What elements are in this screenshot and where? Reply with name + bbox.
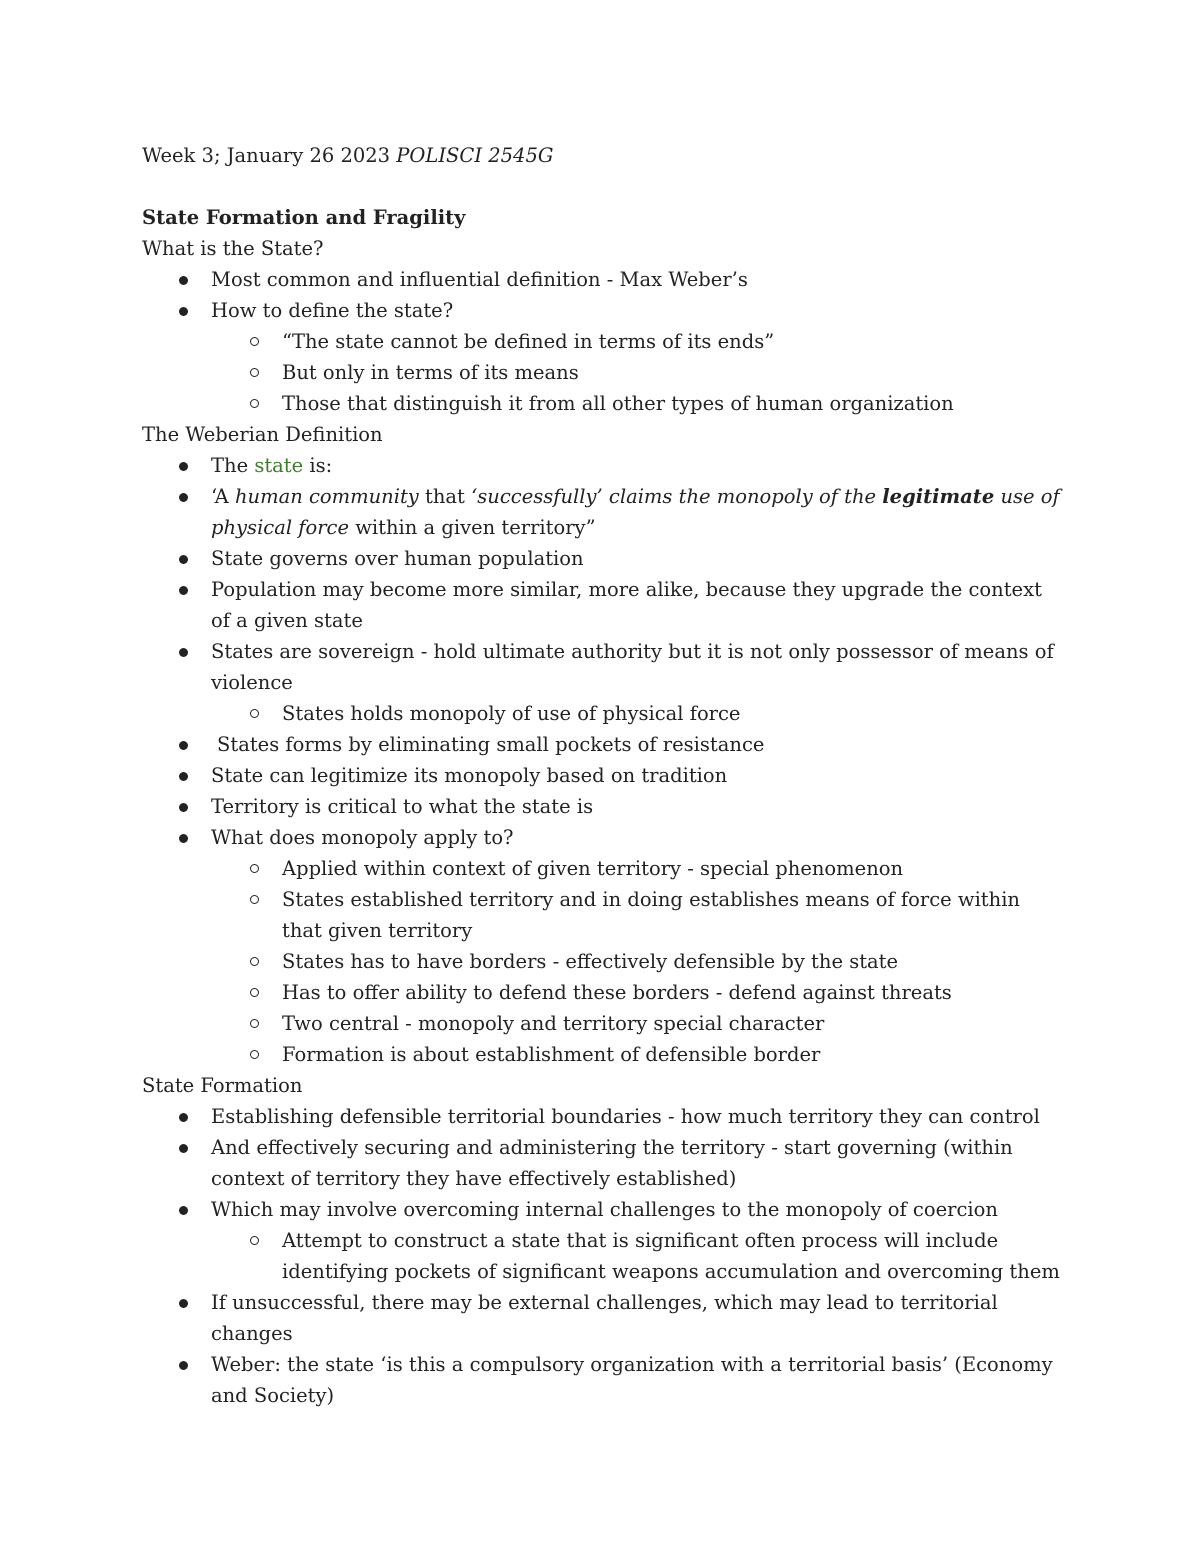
section-heading-weberian: The Weberian Definition bbox=[142, 423, 383, 446]
sub-list-item: But only in terms of its means bbox=[142, 357, 1062, 388]
sub-bullet-list bbox=[142, 853, 1062, 1070]
quote-part: that bbox=[425, 485, 465, 508]
section-heading-formation: State Formation bbox=[142, 1074, 303, 1097]
list-item-text: is: bbox=[309, 454, 333, 477]
list-item: Weber: the state ‘is this a compulsory organization with a territorial basis’ (Economy and Society) bbox=[142, 1349, 1062, 1411]
highlight-word: state bbox=[254, 454, 304, 477]
list-item-text: The bbox=[211, 454, 249, 477]
list-item bbox=[142, 295, 1062, 419]
list-item bbox=[142, 729, 1062, 760]
quote-part: ‘A bbox=[211, 485, 229, 508]
sub-list-item: States established territory and in doing establishes means of force within that given territory bbox=[142, 884, 1062, 946]
sub-list-item: Has to offer ability to defend these borders - defend against threats bbox=[142, 977, 1062, 1008]
bullet-list bbox=[142, 1101, 1062, 1411]
list-item bbox=[142, 481, 1062, 543]
list-item-text: How to define the state? bbox=[211, 299, 454, 322]
quote-italic: use of physical force bbox=[211, 485, 1060, 539]
list-item: State governs over human population bbox=[142, 543, 1062, 574]
sub-list-item: Those that distinguish it from all other types of human organization bbox=[142, 388, 1062, 419]
sub-bullet-list bbox=[142, 698, 1062, 729]
list-item-text: States forms by eliminating small pockets of resistance bbox=[217, 733, 765, 756]
list-item: Establishing defensible territorial boundaries - how much territory they can control bbox=[142, 1101, 1062, 1132]
sub-list-item: Formation is about establishment of defensible border bbox=[142, 1039, 1062, 1070]
sub-list-item: Attempt to construct a state that is significant often process will include identifying pockets of significant weapons accumulation and overcoming them bbox=[142, 1225, 1062, 1287]
sub-bullet-list bbox=[142, 326, 1062, 419]
list-item: Population may become more similar, more alike, because they upgrade the context of a given state bbox=[142, 574, 1062, 636]
quote-italic: ‘successfully’ claims the monopoly of the bbox=[471, 485, 877, 508]
document-page bbox=[142, 140, 1062, 1411]
sub-list-item: Applied within context of given territory - special phenomenon bbox=[142, 853, 1062, 884]
quote-bold-italic: legitimate bbox=[882, 485, 995, 508]
document-title: State Formation and Fragility bbox=[142, 206, 466, 229]
sub-list-item: States holds monopoly of use of physical force bbox=[142, 698, 1062, 729]
list-item: Most common and influential definition - Max Weber’s bbox=[142, 264, 1062, 295]
list-item: If unsuccessful, there may be external challenges, which may lead to territorial changes bbox=[142, 1287, 1062, 1349]
list-item: State can legitimize its monopoly based on tradition bbox=[142, 760, 1062, 791]
header-date: Week 3; January 26 2023 bbox=[142, 144, 391, 167]
quote-italic: human community bbox=[234, 485, 419, 508]
list-item-text: Which may involve overcoming internal challenges to the monopoly of coercion bbox=[211, 1198, 998, 1221]
list-item bbox=[142, 822, 1062, 1070]
list-item bbox=[142, 1194, 1062, 1287]
bullet-list bbox=[142, 264, 1062, 419]
quote-part: within a given territory” bbox=[355, 516, 596, 539]
sub-bullet-list bbox=[142, 1225, 1062, 1287]
list-item-text: What does monopoly apply to? bbox=[211, 826, 514, 849]
sub-list-item: States has to have borders - effectively defensible by the state bbox=[142, 946, 1062, 977]
sub-list-item: Two central - monopoly and territory special character bbox=[142, 1008, 1062, 1039]
list-item bbox=[142, 450, 1062, 481]
list-item-text: States are sovereign - hold ultimate authority but it is not only possessor of means of violence bbox=[211, 640, 1054, 694]
section-heading-what-is: What is the State? bbox=[142, 237, 324, 260]
course-code: POLISCI 2545G bbox=[396, 144, 554, 167]
header-line bbox=[142, 140, 1062, 171]
bullet-list bbox=[142, 450, 1062, 1070]
list-item: Territory is critical to what the state is bbox=[142, 791, 1062, 822]
list-item bbox=[142, 636, 1062, 729]
list-item: And effectively securing and administering the territory - start governing (within context of territory they have effectively established) bbox=[142, 1132, 1062, 1194]
blank-line bbox=[142, 171, 1062, 202]
sub-list-item: “The state cannot be defined in terms of its ends” bbox=[142, 326, 1062, 357]
